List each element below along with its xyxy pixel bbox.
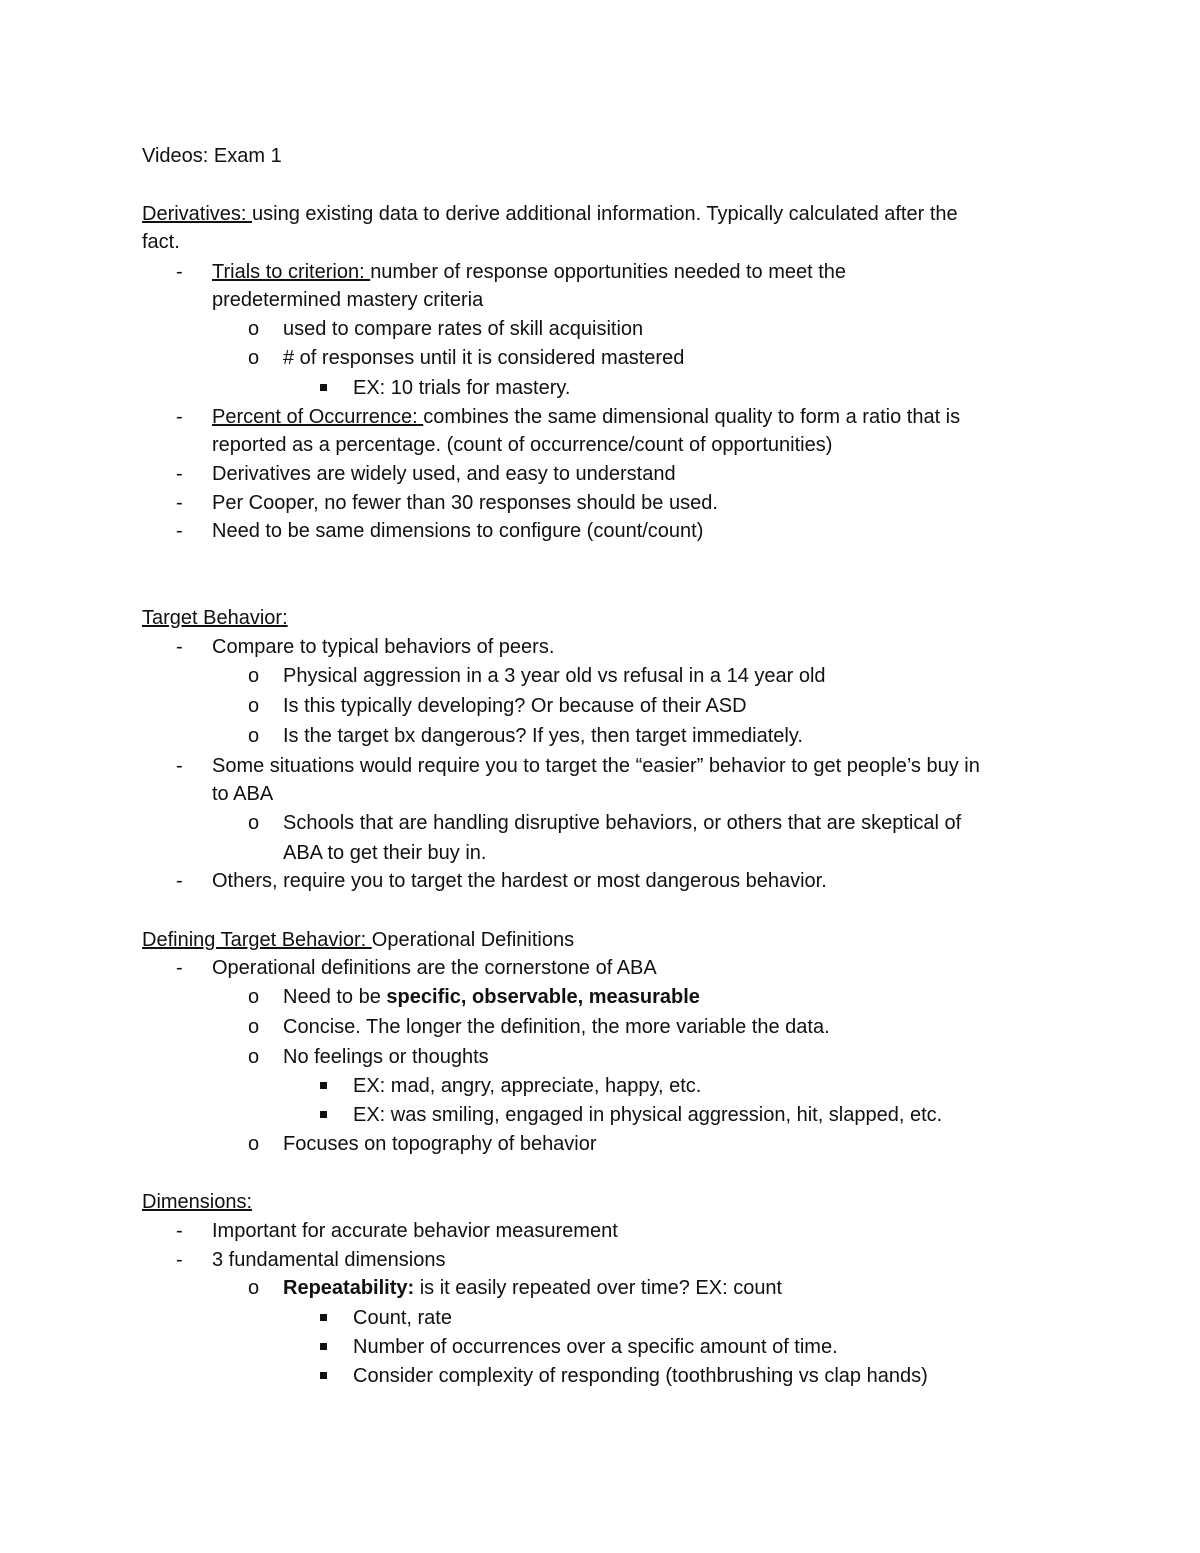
square-bullet-icon xyxy=(320,1082,327,1089)
circle-bullet: o xyxy=(248,347,260,369)
defining-subitem-1-text: Need to be xyxy=(283,986,387,1008)
dash-bullet: - xyxy=(176,870,183,892)
trials-to-criterion-line2: predetermined mastery criteria xyxy=(212,289,484,311)
document-title: Videos: Exam 1 xyxy=(142,145,282,167)
repeatability-label: Repeatability: xyxy=(283,1277,415,1299)
square-bullet-icon xyxy=(320,1343,327,1350)
dash-bullet: - xyxy=(176,261,183,283)
dimensions-subitem-1 xyxy=(283,1276,782,1300)
dimensions-item-1: Count, rate xyxy=(353,1307,452,1329)
trials-subitem-1: used to compare rates of skill acquisition xyxy=(283,318,644,340)
percent-occurrence-line2: reported as a percentage. (count of occurrence/count of opportunities) xyxy=(212,434,833,456)
percent-heading: Percent of Occurrence: xyxy=(212,406,424,428)
dash-bullet: - xyxy=(176,755,183,777)
defining-subitem-2: Concise. The longer the definition, the more variable the data. xyxy=(283,1016,830,1038)
derivatives-bullet-5: Need to be same dimensions to configure (count/count) xyxy=(212,520,704,542)
square-bullet-icon xyxy=(320,384,327,391)
defining-heading-line xyxy=(142,928,574,952)
circle-bullet: o xyxy=(248,695,260,717)
defining-example-1: EX: mad, angry, appreciate, happy, etc. xyxy=(353,1075,702,1097)
defining-heading-rest: Operational Definitions xyxy=(371,929,575,951)
target-subitem-2: Is this typically developing? Or because of their ASD xyxy=(283,695,747,717)
circle-bullet: o xyxy=(248,986,260,1008)
percent-text: combines the same dimensional quality to form a ratio that is xyxy=(423,406,961,428)
circle-bullet: o xyxy=(248,665,260,687)
target-bullet-2-line2: to ABA xyxy=(212,783,274,805)
target-subitem-1: Physical aggression in a 3 year old vs refusal in a 14 year old xyxy=(283,665,826,687)
defining-bullet-1: Operational definitions are the cornerstone of ABA xyxy=(212,957,657,979)
target-bullet-3: Others, require you to target the hardest or most dangerous behavior. xyxy=(212,870,827,892)
derivatives-heading: Derivatives: xyxy=(142,203,253,225)
derivatives-intro: using existing data to derive additional information. Typically calculated after the xyxy=(252,203,958,225)
dash-bullet: - xyxy=(176,957,183,979)
circle-bullet: o xyxy=(248,725,260,747)
target-behavior-heading: Target Behavior: xyxy=(142,607,288,629)
trials-heading: Trials to criterion: xyxy=(212,261,371,283)
target-subitem-4-line2: ABA to get their buy in. xyxy=(283,842,487,864)
dimensions-item-3: Consider complexity of responding (toothbrushing vs clap hands) xyxy=(353,1365,928,1387)
defining-subitem-1 xyxy=(283,985,700,1009)
trials-text: number of response opportunities needed to meet the xyxy=(370,261,847,283)
circle-bullet: o xyxy=(248,812,260,834)
dash-bullet: - xyxy=(176,406,183,428)
square-bullet-icon xyxy=(320,1111,327,1118)
target-subitem-3: Is the target bx dangerous? If yes, then target immediately. xyxy=(283,725,803,747)
defining-subitem-4: Focuses on topography of behavior xyxy=(283,1133,597,1155)
dash-bullet: - xyxy=(176,1220,183,1242)
dimensions-bullet-2: 3 fundamental dimensions xyxy=(212,1249,446,1271)
derivatives-paragraph-line2: fact. xyxy=(142,231,180,253)
trials-subitem-2: # of responses until it is considered mastered xyxy=(283,347,685,369)
circle-bullet: o xyxy=(248,1277,260,1299)
circle-bullet: o xyxy=(248,1016,260,1038)
defining-subitem-3: No feelings or thoughts xyxy=(283,1046,489,1068)
defining-example-2: EX: was smiling, engaged in physical aggression, hit, slapped, etc. xyxy=(353,1104,943,1126)
dash-bullet: - xyxy=(176,463,183,485)
dimensions-item-2: Number of occurrences over a specific amount of time. xyxy=(353,1336,838,1358)
circle-bullet: o xyxy=(248,1133,260,1155)
percent-occurrence-line1 xyxy=(212,405,960,429)
defining-heading: Defining Target Behavior: xyxy=(142,929,372,951)
derivatives-bullet-4: Per Cooper, no fewer than 30 responses should be used. xyxy=(212,492,718,514)
target-bullet-1: Compare to typical behaviors of peers. xyxy=(212,636,555,658)
repeatability-text: is it easily repeated over time? EX: count xyxy=(414,1277,783,1299)
dimensions-bullet-1: Important for accurate behavior measurement xyxy=(212,1220,618,1242)
target-bullet-2-line1: Some situations would require you to target the “easier” behavior to get people’s buy in xyxy=(212,755,980,777)
derivatives-bullet-3: Derivatives are widely used, and easy to understand xyxy=(212,463,676,485)
dash-bullet: - xyxy=(176,492,183,514)
square-bullet-icon xyxy=(320,1314,327,1321)
dash-bullet: - xyxy=(176,636,183,658)
derivatives-paragraph-line1 xyxy=(142,202,958,226)
trials-to-criterion-line1 xyxy=(212,260,846,284)
dimensions-heading: Dimensions: xyxy=(142,1191,253,1213)
target-subitem-4-line1: Schools that are handling disruptive behaviors, or others that are skeptical of xyxy=(283,812,962,834)
trials-example: EX: 10 trials for mastery. xyxy=(353,377,571,399)
circle-bullet: o xyxy=(248,1046,260,1068)
dash-bullet: - xyxy=(176,1249,183,1271)
defining-subitem-1-bold: specific, observable, measurable xyxy=(386,986,700,1008)
square-bullet-icon xyxy=(320,1372,327,1379)
dash-bullet: - xyxy=(176,520,183,542)
circle-bullet: o xyxy=(248,318,260,340)
